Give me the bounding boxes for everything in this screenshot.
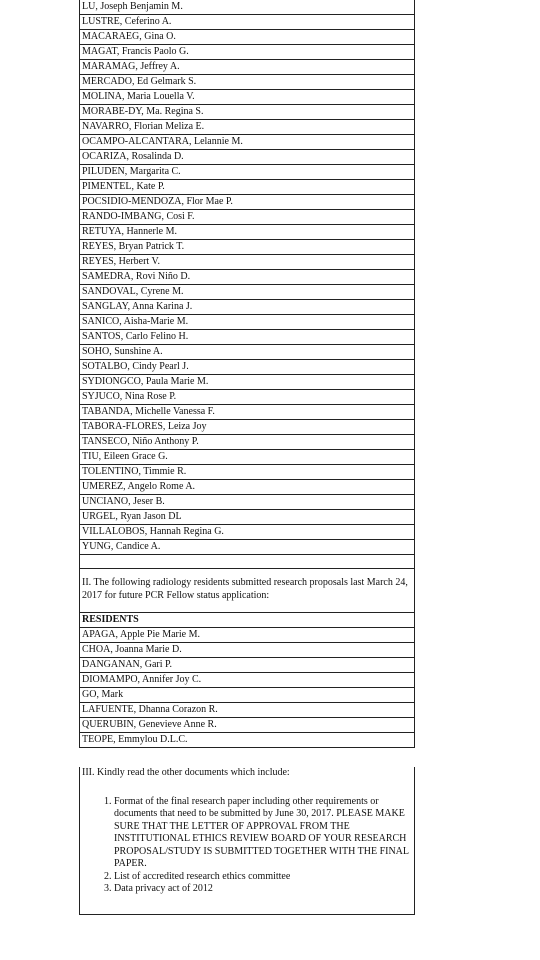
table-row: REYES, Bryan Patrick T. (79, 240, 415, 255)
table-row: NAVARRO, Florian Meliza E. (79, 120, 415, 135)
table-row: TOLENTINO, Timmie R. (79, 465, 415, 480)
list-item: 1. Format of the final research paper including other requirements or documents that need to be submitted by June 30, 2017. PLEASE MAKE SURE THAT THE LETTER OF APPROVAL FROM THE INSTITUTIONAL ETHICS REVIEW BOARD OF YOUR RESEARCH PROPOSAL/STUDY IS SUBMITTED TOGETHER WITH THE FINAL PAPER. (114, 796, 412, 871)
list-item: 2. List of accredited research ethics committee (114, 871, 412, 884)
table-row: TABANDA, Michelle Vanessa F. (79, 405, 415, 420)
table-row: SYDIONGCO, Paula Marie M. (79, 375, 415, 390)
table-row: MAGAT, Francis Paolo G. (79, 45, 415, 60)
table-row: TIU, Eileen Grace G. (79, 450, 415, 465)
table-row: URGEL, Ryan Jason DL (79, 510, 415, 525)
table-row: RANDO-IMBANG, Cosi F. (79, 210, 415, 225)
table-row: PILUDEN, Margarita C. (79, 165, 415, 180)
table-row: MORABE-DY, Ma. Regina S. (79, 105, 415, 120)
section-3 (79, 767, 415, 915)
table-row: SANGLAY, Anna Karina J. (79, 300, 415, 315)
table-row: DANGANAN, Gari P. (79, 658, 415, 673)
table-row: LAFUENTE, Dhanna Corazon R. (79, 703, 415, 718)
table-row: QUERUBIN, Genevieve Anne R. (79, 718, 415, 733)
list-item: 3. Data privacy act of 2012 (114, 883, 412, 896)
table-row: SANICO, Aisha-Marie M. (79, 315, 415, 330)
table-row: POCSIDIO-MENDOZA, Flor Mae P. (79, 195, 415, 210)
table-row: UNCIANO, Jeser B. (79, 495, 415, 510)
blank-row (79, 555, 415, 569)
table-row: OCARIZA, Rosalinda D. (79, 150, 415, 165)
table-row: OCAMPO-ALCANTARA, Lelannie M. (79, 135, 415, 150)
table-row: LU, Joseph Benjamin M. (79, 0, 415, 15)
table-row: SANTOS, Carlo Felino H. (79, 330, 415, 345)
table-row: APAGA, Apple Pie Marie M. (79, 628, 415, 643)
table-row: DIOMAMPO, Annifer Joy C. (79, 673, 415, 688)
table-row: SYJUCO, Nina Rose P. (79, 390, 415, 405)
table-row: CHOA, Joanna Marie D. (79, 643, 415, 658)
table-row: MACARAEG, Gina O. (79, 30, 415, 45)
table-row: VILLALOBOS, Hannah Regina G. (79, 525, 415, 540)
section-2-paragraph: II. The following radiology residents submitted research proposals last March 24, 2017 for future PCR Fellow status application: (79, 569, 415, 613)
table-row: YUNG, Candice A. (79, 540, 415, 555)
residents-header: RESIDENTS (79, 613, 415, 628)
table-row: SAMEDRA, Rovi Niño D. (79, 270, 415, 285)
section-3-intro: III. Kindly read the other documents which include: (82, 767, 290, 778)
documents-list (82, 796, 412, 896)
table-row: SANDOVAL, Cyrene M. (79, 285, 415, 300)
residents-table (79, 628, 415, 748)
table-row: LUSTRE, Ceferino A. (79, 15, 415, 30)
table-row: PIMENTEL, Kate P. (79, 180, 415, 195)
table-row: TANSECO, Niño Anthony P. (79, 435, 415, 450)
table-row: SOHO, Sunshine A. (79, 345, 415, 360)
table-row: TEOPE, Emmylou D.L.C. (79, 733, 415, 748)
table-row: SOTALBO, Cindy Pearl J. (79, 360, 415, 375)
table-row: TABORA-FLORES, Leiza Joy (79, 420, 415, 435)
table-row: GO, Mark (79, 688, 415, 703)
table-row: MERCADO, Ed Gelmark S. (79, 75, 415, 90)
table-row: MARAMAG, Jeffrey A. (79, 60, 415, 75)
table-row: REYES, Herbert V. (79, 255, 415, 270)
table-row: RETUYA, Hannerle M. (79, 225, 415, 240)
names-table (79, 0, 415, 555)
table-row: UMEREZ, Angelo Rome A. (79, 480, 415, 495)
document-page (79, 0, 415, 915)
table-row: MOLINA, Maria Louella V. (79, 90, 415, 105)
